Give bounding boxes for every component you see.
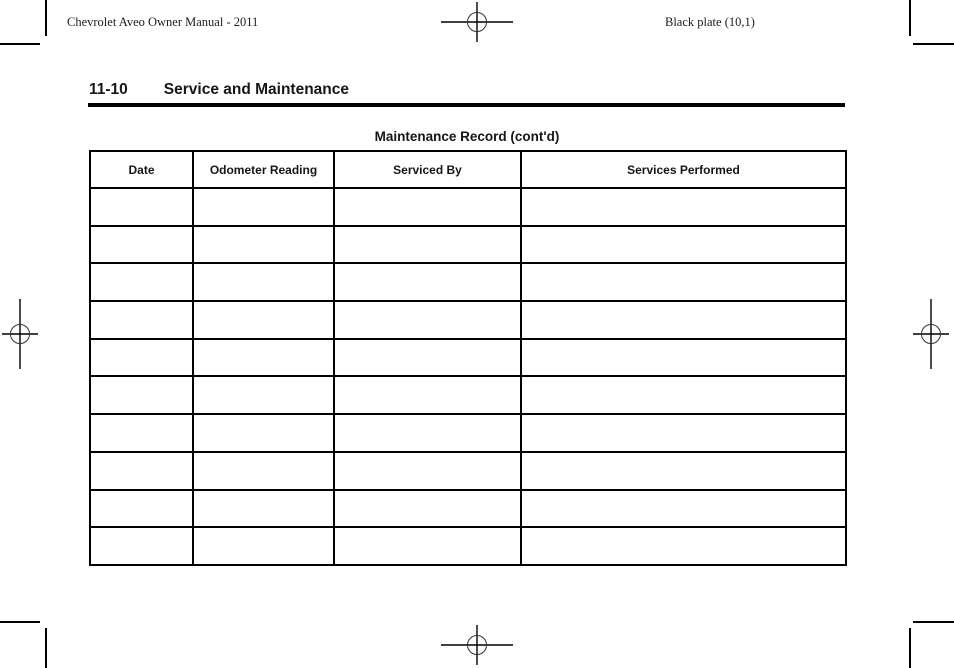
table-row	[90, 226, 846, 264]
table-cell	[90, 188, 193, 226]
table-row	[90, 414, 846, 452]
table-cell	[193, 301, 334, 339]
table-cell	[521, 414, 846, 452]
table-cell	[521, 376, 846, 414]
section-title: Service and Maintenance	[163, 81, 350, 98]
registration-mark-icon	[2, 299, 38, 369]
table-cell	[521, 263, 846, 301]
table-cell	[193, 339, 334, 377]
table-row	[90, 452, 846, 490]
table-cell	[521, 527, 846, 565]
crop-mark-icon	[45, 628, 47, 668]
table-cell	[521, 226, 846, 264]
crop-mark-icon	[913, 43, 954, 45]
table-cell	[90, 263, 193, 301]
table-cell	[90, 527, 193, 565]
table-cell	[521, 490, 846, 528]
table-cell	[193, 263, 334, 301]
registration-mark-icon	[441, 2, 513, 42]
crop-mark-icon	[0, 43, 40, 45]
table-row	[90, 490, 846, 528]
table-cell	[90, 339, 193, 377]
registration-mark-icon	[441, 625, 513, 665]
table-header-row	[90, 151, 846, 188]
table-cell	[334, 414, 521, 452]
column-header-services-performed: Services Performed	[521, 151, 846, 188]
table-cell	[193, 490, 334, 528]
table-cell	[334, 376, 521, 414]
table-cell	[193, 414, 334, 452]
table-cell	[90, 414, 193, 452]
crop-mark-icon	[45, 0, 47, 36]
table-cell	[521, 301, 846, 339]
table-cell	[334, 339, 521, 377]
table-cell	[521, 188, 846, 226]
table-title: Maintenance Record (cont'd)	[374, 129, 560, 144]
table-row	[90, 376, 846, 414]
table-cell	[334, 188, 521, 226]
crop-mark-icon	[909, 628, 911, 668]
table-cell	[334, 490, 521, 528]
running-header-title: Chevrolet Aveo Owner Manual - 2011	[67, 15, 259, 29]
column-header-serviced-by: Serviced By	[334, 151, 521, 188]
table-cell	[193, 188, 334, 226]
table-cell	[521, 452, 846, 490]
table-cell	[334, 226, 521, 264]
table-row	[90, 301, 846, 339]
crop-mark-icon	[0, 621, 40, 623]
table-cell	[193, 527, 334, 565]
table-cell	[90, 301, 193, 339]
maintenance-record-table	[89, 150, 847, 566]
table-cell	[90, 376, 193, 414]
table-cell	[521, 339, 846, 377]
crop-mark-icon	[913, 621, 954, 623]
table-cell	[334, 527, 521, 565]
crop-mark-icon	[909, 0, 911, 36]
table-row	[90, 527, 846, 565]
table-cell	[90, 226, 193, 264]
column-header-date: Date	[90, 151, 193, 188]
table-cell	[90, 490, 193, 528]
table-cell	[193, 376, 334, 414]
table-row	[90, 188, 846, 226]
table-cell	[193, 226, 334, 264]
maintenance-table-body	[90, 188, 846, 565]
column-header-odometer-reading: Odometer Reading	[193, 151, 334, 188]
table-cell	[90, 452, 193, 490]
table-cell	[193, 452, 334, 490]
section-header	[89, 81, 349, 99]
page-number: 11-10	[89, 81, 128, 98]
table-row	[90, 339, 846, 377]
table-row	[90, 263, 846, 301]
table-cell	[334, 263, 521, 301]
running-header-plate: Black plate (10,1)	[665, 15, 755, 29]
table-cell	[334, 452, 521, 490]
table-cell	[334, 301, 521, 339]
registration-mark-icon	[913, 299, 949, 369]
section-rule	[88, 103, 845, 107]
